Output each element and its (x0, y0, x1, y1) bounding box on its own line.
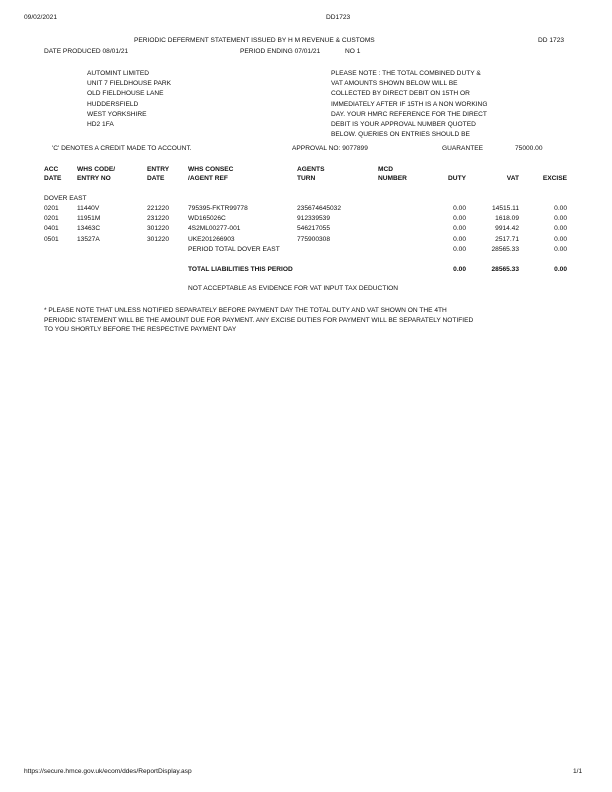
notice-line: IMMEDIATELY AFTER IF 15TH IS A NON WORKING (331, 100, 488, 108)
footnote-line: PERIODIC STATEMENT WILL BE THE AMOUNT DUE FOR PAYMENT. ANY EXCISE DUTIES FOR PAYMENT WILL BE SEPARATELY NOTIFIED (44, 316, 474, 324)
address-line: HUDDERSFIELD (87, 100, 139, 108)
notice-line: DAY. YOUR HMRC REFERENCE FOR THE DIRECT (331, 110, 487, 118)
section-title: DOVER EAST (44, 195, 87, 202)
print-url: https://secure.hmce.gov.uk/ecom/ddes/ReportDisplay.asp (24, 768, 192, 775)
col-excise: EXCISE (542, 175, 567, 182)
payment-notice (331, 69, 487, 140)
report-ref: DD 1723 (538, 37, 565, 44)
footnote-line: * PLEASE NOTE THAT UNLESS NOTIFIED SEPARATELY BEFORE PAYMENT DAY THE TOTAL DUTY AND VAT SHOWN ON THE 4TH (44, 307, 447, 314)
total-liabilities-row: TOTAL LIABILITIES THIS PERIOD 0.00 28565.33 0.00 (188, 266, 567, 273)
notice-line: DEBIT IS YOUR APPROVAL NUMBER QUOTED (331, 121, 476, 129)
footnote-line: TO YOU SHORTLY BEFORE THE RESPECTIVE PAYMENT DAY (44, 326, 237, 334)
address-block (87, 69, 171, 130)
report-title: PERIODIC DEFERMENT STATEMENT ISSUED BY H M REVENUE & CUSTOMS (134, 37, 375, 44)
col-vat: VAT (506, 175, 519, 182)
col-mcd-number: MCD NUMBER (378, 166, 407, 182)
guarantee-label: GUARANTEE (442, 145, 484, 152)
col-whs-consec: WHS CONSEC /AGENT REF (188, 166, 234, 182)
col-acc-date: ACC DATE (44, 166, 62, 182)
notice-line: VAT AMOUNTS SHOWN BELOW WILL BE (331, 80, 458, 88)
col-duty: DUTY (448, 175, 466, 182)
address-line: UNIT 7 FIELDHOUSE PARK (87, 80, 172, 88)
approval-number: APPROVAL NO: 9077899 (292, 145, 368, 152)
table-row: 0201 11951M 231220 WD165026C 912339539 0.00 1618.09 0.00 (44, 215, 567, 222)
table-row: 0501 13527A 301220 UKE201266903 775900308 0.00 2517.71 0.00 (44, 236, 567, 243)
period-total-row: PERIOD TOTAL DOVER EAST 0.00 28565.33 0.00 (188, 246, 567, 253)
col-whs-code: WHS CODE/ ENTRY NO (77, 166, 116, 182)
address-line: OLD FIELDHOUSE LANE (87, 90, 164, 98)
date-produced: DATE PRODUCED 08/01/21 (44, 48, 129, 55)
credit-note: 'C' DENOTES A CREDIT MADE TO ACCOUNT. (52, 145, 192, 152)
table-row: 0201 11440V 221220 795395-FKTR99778 235674645032 0.00 14515.11 0.00 (44, 205, 567, 212)
vat-evidence-notice: NOT ACCEPTABLE AS EVIDENCE FOR VAT INPUT TAX DEDUCTION (188, 285, 399, 292)
print-doc-title: DD1723 (326, 14, 351, 21)
address-line: WEST YORKSHIRE (87, 110, 147, 118)
print-page-count: 1/1 (573, 768, 583, 775)
address-line: AUTOMINT LIMITED (87, 70, 150, 77)
notice-line: COLLECTED BY DIRECT DEBIT ON 15TH OR (331, 90, 470, 98)
period-ending: PERIOD ENDING 07/01/21 (240, 48, 321, 55)
address-line: HD2 1FA (87, 121, 114, 129)
notice-line: PLEASE NOTE : THE TOTAL COMBINED DUTY & (331, 70, 481, 77)
col-entry-date: ENTRY DATE (147, 166, 170, 182)
table-row: 0401 13463C 301220 4S2ML00277-001 546217055 0.00 9914.42 0.00 (44, 225, 567, 232)
notice-line: BELOW. QUERIES ON ENTRIES SHOULD BE (331, 131, 470, 139)
print-date: 09/02/2021 (24, 14, 58, 21)
payment-footnote (44, 306, 473, 335)
guarantee-value: 75000.00 (515, 145, 543, 152)
statement-number: NO 1 (345, 48, 361, 55)
col-agents-turn: AGENTS TURN (297, 166, 325, 182)
